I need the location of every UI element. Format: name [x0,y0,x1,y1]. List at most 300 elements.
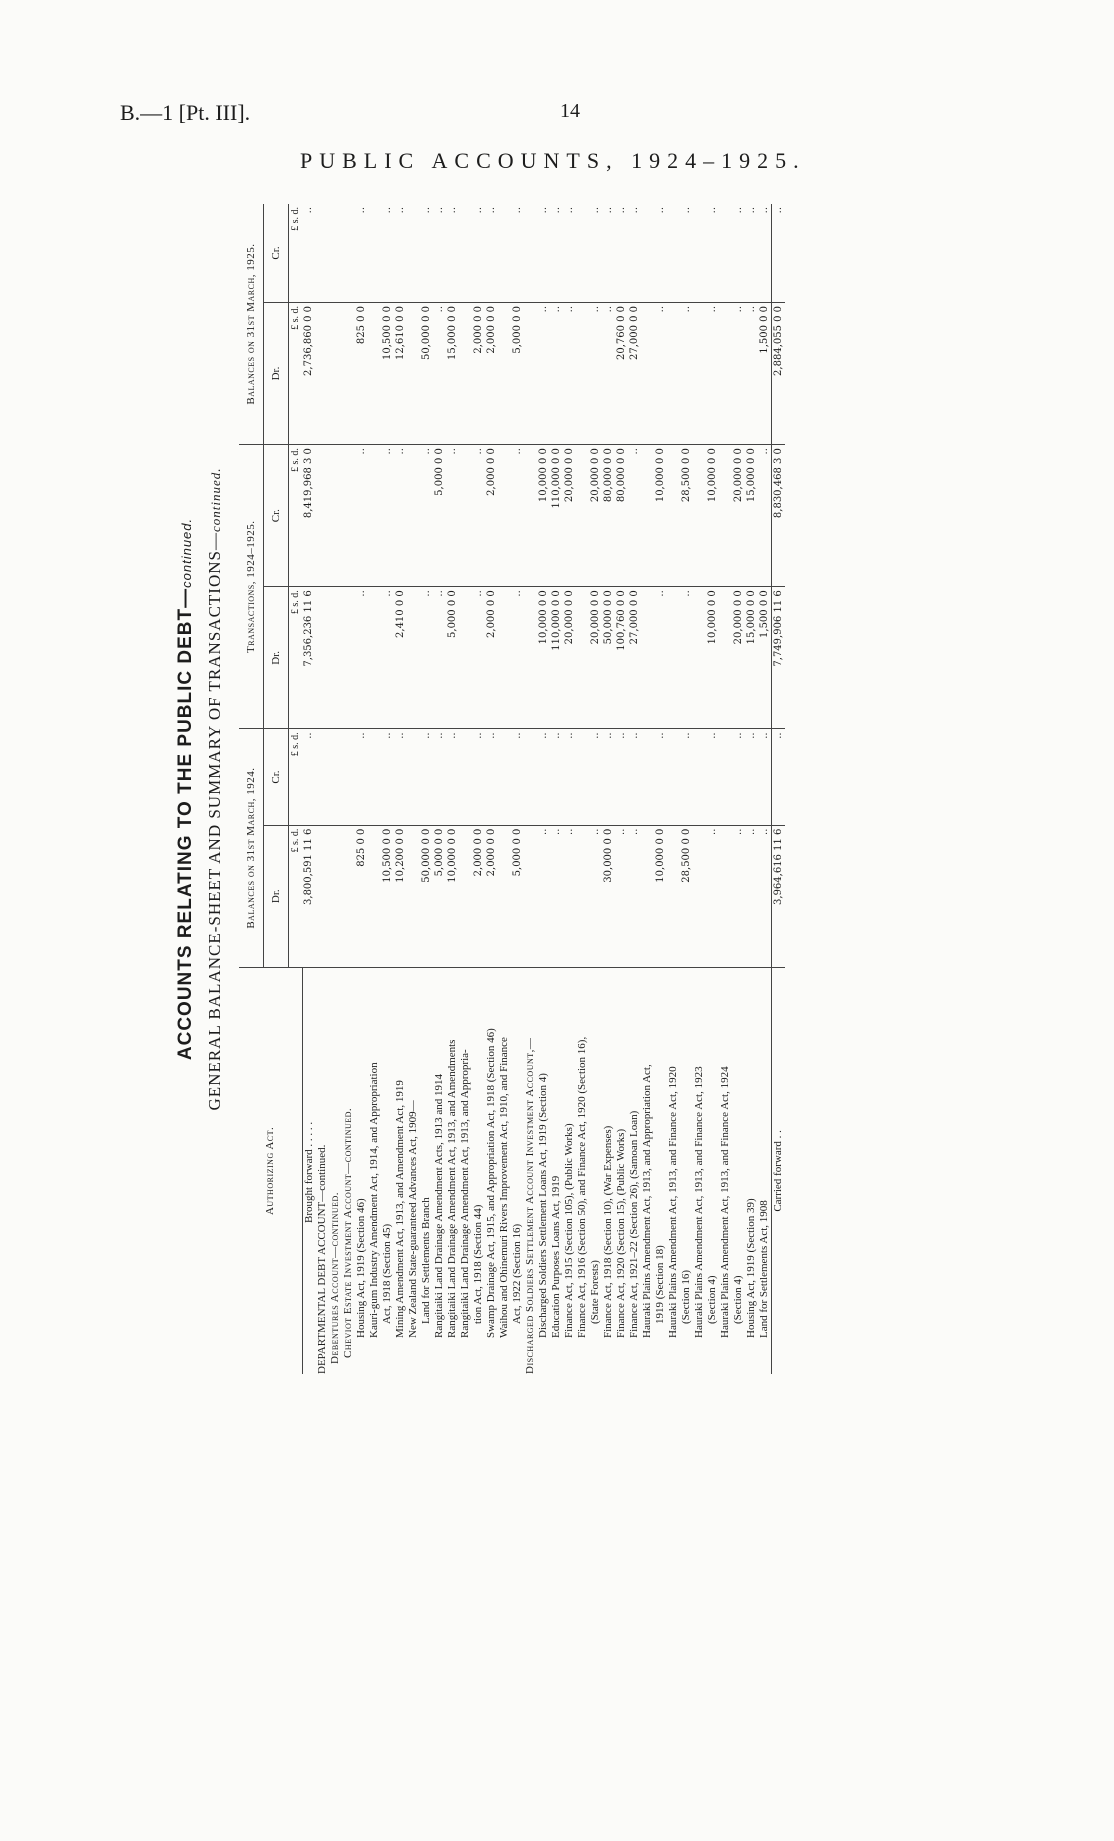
value-dr-1924: .. [537,828,549,835]
value-dr-1924: .. [758,828,770,835]
value-cr-1925: .. [563,204,576,302]
table-row [524,204,537,1374]
value-cr-trans: .. [758,445,772,587]
carried-dr-1925: 2,884,055 0 0 [771,302,785,444]
value-dr-1925 [342,302,355,444]
value-cr-1924: .. [381,729,394,825]
authorizing-act-cell: (Section 16) [680,967,693,1374]
table-row [732,204,745,1374]
authorizing-act-cell: Education Purposes Loans Act, 1919 [550,967,563,1374]
value-dr-1924 [667,825,680,967]
value-dr-1924 [693,825,706,967]
table-row [368,204,381,1374]
value-dr-1925 [524,302,537,444]
value-cr-1925 [576,204,589,302]
value-dr-1924 [498,825,511,967]
value-cr-1925: .. [550,204,563,302]
authorizing-act-cell: Debentures Account—continued. [329,967,342,1374]
units-dr-trans: £ s. d. [289,587,303,729]
authorizing-act-cell: Housing Act, 1919 (Section 39) [745,967,758,1374]
dr-1925-header: Dr. [264,302,289,444]
value-cr-1925: .. [420,204,433,302]
value-dr-1925: 10,500 0 0 [381,302,394,444]
value-dr-1924: 2,000 0 0 [485,828,497,877]
authorizing-act-cell: Finance Act, 1921–22 (Section 26), (Samoan Loan) [628,967,641,1374]
value-dr-1924 [641,825,654,967]
table-row [511,204,524,1374]
authorizing-act-cell: Waihou and Ohinemuri Rivers Improvement Act, 1910, and Finance [498,967,511,1374]
balance-sheet-table [239,204,785,1374]
authorizing-act-cell: Swamp Drainage Act, 1915, and Appropriation Act, 1918 (Section 46) [485,967,498,1374]
value-cr-1924: .. [615,729,628,825]
authorizing-act-cell: Finance Act, 1920 (Section 15), (Public Works) [615,967,628,1374]
document-title: PUBLIC ACCOUNTS, 1924–1925. [300,148,806,173]
page-number: 14 [560,100,580,122]
value-dr-1924 [719,825,732,967]
authorizing-act-cell: Discharged Soldiers Settlement Loans Act, 1919 (Section 4) [537,967,550,1374]
value-cr-1925: .. [433,204,446,302]
authorizing-act-cell: Act, 1922 (Section 16) [511,967,524,1374]
authorizing-act-cell: Hauraki Plains Amendment Act, 1913, and Finance Act, 1923 [693,967,706,1374]
authorizing-act-cell: tion Act, 1918 (Section 44) [472,967,485,1374]
value-cr-1924 [498,729,511,825]
value-dr-trans: 50,000 0 0 [602,587,615,729]
value-dr-1925: .. [563,302,576,444]
value-cr-1924: .. [654,729,667,825]
dr-1924-header: Dr. [264,825,289,967]
value-dr-trans: 10,000 0 0 [706,587,719,729]
value-cr-trans: 110,000 0 0 [550,445,563,587]
authorizing-act-cell: (State Forests) [589,967,602,1374]
value-dr-1924 [524,825,537,967]
value-cr-trans: .. [394,445,407,587]
table-row [758,204,772,1374]
table-row [433,204,446,1374]
table-title [175,204,197,1374]
value-cr-trans: 10,000 0 0 [706,445,719,587]
table-subtitle [205,204,225,1374]
value-dr-trans: 27,000 0 0 [628,587,641,729]
value-dr-1925 [576,302,589,444]
value-cr-1925 [498,204,511,302]
table-row [394,204,407,1374]
value-cr-1925 [524,204,537,302]
authorizing-act-cell: Rangitaiki Land Drainage Amendment Act, 1913, and Appropria- [459,967,472,1374]
value-dr-1924: 10,500 0 0 [381,828,393,883]
value-dr-1925 [667,302,680,444]
value-dr-trans: .. [355,587,368,729]
value-cr-trans: 8,419,968 3 0 [302,445,316,587]
value-dr-1925: .. [589,302,602,444]
value-cr-trans: 28,500 0 0 [680,445,693,587]
value-cr-trans [368,445,381,587]
table-row [576,204,589,1374]
table-row [680,204,693,1374]
value-dr-1925: 5,000 0 0 [511,302,524,444]
cr-1925-header: Cr. [264,204,289,302]
value-cr-trans: 80,000 0 0 [602,445,615,587]
value-cr-1924 [316,729,329,825]
value-dr-1925 [693,302,706,444]
value-cr-1925: .. [628,204,641,302]
value-dr-1924 [316,825,329,967]
balances-1925-header: Balances on 31st March, 1925. [239,204,264,445]
table-row [329,204,342,1374]
value-cr-1924: .. [706,729,719,825]
value-dr-1925 [459,302,472,444]
value-dr-1925: 50,000 0 0 [420,302,433,444]
authorizing-act-cell: Hauraki Plains Amendment Act, 1913, and Finance Act, 1924 [719,967,732,1374]
value-dr-trans: .. [381,587,394,729]
value-dr-1924 [329,825,342,967]
value-dr-trans: 15,000 0 0 [745,587,758,729]
table-row [316,204,329,1374]
value-dr-1924: 10,200 0 0 [394,828,406,883]
value-dr-trans [459,587,472,729]
table-row [537,204,550,1374]
value-cr-1925: .. [302,204,316,302]
value-cr-1924: .. [394,729,407,825]
value-cr-trans: .. [511,445,524,587]
value-cr-1924: .. [511,729,524,825]
value-dr-trans: .. [511,587,524,729]
value-dr-trans: 2,410 0 0 [394,587,407,729]
value-cr-1925: .. [654,204,667,302]
value-dr-trans [524,587,537,729]
value-cr-1924: .. [628,729,641,825]
table-row [407,204,420,1374]
value-cr-1924: .. [472,729,485,825]
value-cr-trans: .. [420,445,433,587]
table-row [563,204,576,1374]
table-row [381,204,394,1374]
value-dr-1925: 15,000 0 0 [446,302,459,444]
table-row [641,204,654,1374]
carried-cr-trans: 8,830,468 3 0 [771,445,785,587]
value-cr-trans: 10,000 0 0 [537,445,550,587]
value-cr-trans: 20,000 0 0 [732,445,745,587]
value-dr-1925 [719,302,732,444]
value-dr-1925: .. [706,302,719,444]
table-row [420,204,433,1374]
value-cr-1924: .. [602,729,615,825]
table-row [498,204,511,1374]
authorizing-act-cell: (Section 4) [706,967,719,1374]
value-cr-1924: .. [745,729,758,825]
value-cr-trans: .. [628,445,641,587]
table-row [654,204,667,1374]
value-cr-1925: .. [732,204,745,302]
carried-dr-1924: 3,964,616 11 6 [771,825,785,967]
units-dr-1924: £ s. d. [290,828,301,853]
value-dr-trans: 20,000 0 0 [563,587,576,729]
value-dr-1925: .. [654,302,667,444]
value-cr-1924 [459,729,472,825]
value-cr-trans: .. [446,445,459,587]
value-cr-trans: 80,000 0 0 [615,445,628,587]
units-cr-1924: £ s. d. [289,729,303,825]
value-dr-1925: .. [550,302,563,444]
value-dr-trans: 2,000 0 0 [485,587,498,729]
authorizing-act-cell: Hauraki Plains Amendment Act, 1913, and Appropriation Act, [641,967,654,1374]
value-dr-1924: .. [706,828,718,835]
authorizing-act-cell: New Zealand State-guaranteed Advances Act, 1909— [407,967,420,1374]
balances-1924-header: Balances on 31st March, 1924. [239,729,264,967]
value-cr-1925 [329,204,342,302]
value-dr-1924 [459,825,472,967]
value-dr-trans [641,587,654,729]
value-cr-1924: .. [563,729,576,825]
value-cr-1924 [342,729,355,825]
cr-trans-header: Cr. [264,445,289,587]
authorizing-act-cell: Cheviot Estate Investment Account—continued. [342,967,355,1374]
authorizing-act-cell: Land for Settlements Branch [420,967,433,1374]
value-cr-trans [329,445,342,587]
value-cr-1924 [641,729,654,825]
table-title-continued: continued. [179,517,194,588]
carried-dr-trans: 7,749,906 11 6 [771,587,785,729]
value-cr-1925: .. [706,204,719,302]
value-dr-1924: 3,800,591 11 6 [303,828,314,905]
value-cr-1925 [459,204,472,302]
value-cr-1925: .. [537,204,550,302]
value-cr-1925 [316,204,329,302]
value-dr-trans: 10,000 0 0 [537,587,550,729]
value-cr-1924: .. [302,729,316,825]
value-dr-1924 [407,825,420,967]
value-dr-1925 [641,302,654,444]
table-row [446,204,459,1374]
value-dr-1924: 5,000 0 0 [511,828,523,877]
table-row [550,204,563,1374]
value-dr-1925 [498,302,511,444]
table-row [355,204,368,1374]
value-dr-1924: 50,000 0 0 [420,828,432,883]
authorizing-act-cell: 1919 (Section 18) [654,967,667,1374]
value-dr-1925: 2,000 0 0 [485,302,498,444]
value-cr-trans [407,445,420,587]
value-cr-1924: .. [680,729,693,825]
authorizing-act-cell: Rangitaiki Land Drainage Amendment Act, 1913, and Amendments [446,967,459,1374]
value-dr-1924: 10,000 0 0 [654,828,666,883]
value-dr-1925: 27,000 0 0 [628,302,641,444]
value-dr-1924 [342,825,355,967]
value-dr-1924: 825 0 0 [355,828,367,867]
authorizing-act-cell: Act, 1918 (Section 45) [381,967,394,1374]
table-row [485,204,498,1374]
table-subtitle-continued: continued. [208,467,223,533]
value-cr-1924: .. [420,729,433,825]
dr-trans-header: Dr. [264,587,289,729]
table-row [342,204,355,1374]
value-dr-trans: 20,000 0 0 [589,587,602,729]
authorizing-act-cell: Hauraki Plains Amendment Act, 1913, and Finance Act, 1920 [667,967,680,1374]
authorizing-act-cell: Finance Act, 1915 (Section 105), (Public Works) [563,967,576,1374]
value-cr-1925: .. [589,204,602,302]
value-cr-1925 [368,204,381,302]
value-cr-trans [498,445,511,587]
authorizing-act-cell: Brought forward . . . . . [302,967,316,1374]
value-cr-trans: 20,000 0 0 [563,445,576,587]
value-cr-trans [316,445,329,587]
value-dr-trans: .. [420,587,433,729]
table-row [745,204,758,1374]
value-cr-1924 [667,729,680,825]
value-cr-trans: .. [472,445,485,587]
value-dr-trans [316,587,329,729]
value-cr-1925: .. [485,204,498,302]
table-footer [771,204,785,1374]
value-dr-trans [407,587,420,729]
value-cr-1924 [368,729,381,825]
value-dr-1925: .. [537,302,550,444]
value-dr-trans [342,587,355,729]
value-dr-1925: .. [433,302,446,444]
document-code: B.—1 [Pt. III]. [120,100,251,125]
table-row [667,204,680,1374]
value-dr-1924: .. [732,828,744,835]
value-dr-trans: 1,500 0 0 [758,587,772,729]
value-dr-1925: .. [680,302,693,444]
value-dr-1924: 2,000 0 0 [472,828,484,877]
rotated-table-container [175,204,1055,1374]
value-cr-trans [693,445,706,587]
value-dr-trans: 110,000 0 0 [550,587,563,729]
value-dr-1924: 10,000 0 0 [446,828,458,883]
value-cr-trans: .. [381,445,394,587]
value-dr-trans [693,587,706,729]
value-cr-1925: .. [394,204,407,302]
value-dr-trans [368,587,381,729]
value-cr-1924: .. [537,729,550,825]
table-row [719,204,732,1374]
value-cr-trans [641,445,654,587]
value-cr-1925 [641,204,654,302]
value-cr-1925 [342,204,355,302]
value-cr-1924: .. [589,729,602,825]
value-cr-trans [342,445,355,587]
value-dr-1924 [368,825,381,967]
value-cr-1925: .. [381,204,394,302]
value-dr-1924: .. [550,828,562,835]
value-cr-1925: .. [758,204,772,302]
value-dr-1925: 2,736,860 0 0 [302,302,316,444]
authorizing-act-cell: DEPARTMENTAL DEBT ACCOUNT—continued. [316,967,329,1374]
value-dr-1925: .. [732,302,745,444]
value-cr-1925 [693,204,706,302]
value-dr-trans: 100,760 0 0 [615,587,628,729]
value-cr-1925: .. [472,204,485,302]
value-cr-1924 [407,729,420,825]
value-cr-trans: 2,000 0 0 [485,445,498,587]
authorizing-act-cell: Finance Act, 1916 (Section 50), and Finance Act, 1920 (Section 16), [576,967,589,1374]
value-cr-1924: .. [433,729,446,825]
authorizing-act-cell: Finance Act, 1918 (Section 10), (War Expenses) [602,967,615,1374]
value-dr-1925 [329,302,342,444]
value-dr-1925 [368,302,381,444]
table-row [602,204,615,1374]
value-cr-trans [576,445,589,587]
value-dr-trans: .. [680,587,693,729]
value-cr-trans: 5,000 0 0 [433,445,446,587]
value-cr-1924 [524,729,537,825]
value-cr-1924: .. [758,729,772,825]
carried-forward-row [771,204,785,1374]
value-dr-1924: .. [615,828,627,835]
value-dr-1925: 12,610 0 0 [394,302,407,444]
units-cr-trans: £ s. d. [289,445,303,587]
value-cr-trans [719,445,732,587]
value-dr-1924 [576,825,589,967]
value-cr-trans: 10,000 0 0 [654,445,667,587]
value-cr-trans [459,445,472,587]
authorizing-act-cell: (Section 4) [732,967,745,1374]
value-cr-1924: .. [485,729,498,825]
table-subtitle-text: GENERAL BALANCE-SHEET AND SUMMARY OF TRANSACTIONS— [205,532,224,1111]
carried-forward-label: Carried forward . . [771,967,785,1374]
value-dr-trans [667,587,680,729]
authorizing-act-cell: Housing Act, 1919 (Section 46) [355,967,368,1374]
value-dr-1924: 5,000 0 0 [433,828,445,877]
value-dr-trans [576,587,589,729]
value-cr-1924: .. [355,729,368,825]
value-dr-trans [329,587,342,729]
value-cr-1924 [329,729,342,825]
carried-cr-1925: .. [771,204,785,302]
cr-1924-header: Cr. [264,729,289,825]
value-cr-1925 [407,204,420,302]
value-dr-trans: 5,000 0 0 [446,587,459,729]
value-dr-trans [498,587,511,729]
table-body [302,204,771,1374]
value-dr-trans: .. [433,587,446,729]
value-dr-1925: .. [745,302,758,444]
table-row [615,204,628,1374]
authorizing-act-cell: Discharged Soldiers Settlement Account Investment Account,— [524,967,537,1374]
value-dr-1925: .. [602,302,615,444]
value-dr-trans: 7,356,236 11 6 [302,587,316,729]
authorizing-act-cell: Rangitaiki Land Drainage Amendment Acts, 1913 and 1914 [433,967,446,1374]
table-row [302,204,316,1374]
value-cr-trans: 15,000 0 0 [745,445,758,587]
value-cr-1925 [667,204,680,302]
value-cr-1925: .. [511,204,524,302]
value-cr-1924: .. [732,729,745,825]
units-cr-1925: £ s. d. [289,204,303,302]
value-dr-1924: .. [589,828,601,835]
table-row [693,204,706,1374]
value-dr-trans: .. [472,587,485,729]
value-cr-1924 [693,729,706,825]
table-row [706,204,719,1374]
value-cr-trans: 20,000 0 0 [589,445,602,587]
value-dr-1925 [316,302,329,444]
value-cr-trans [524,445,537,587]
value-dr-trans: .. [654,587,667,729]
value-dr-1924: .. [563,828,575,835]
value-cr-trans: .. [355,445,368,587]
value-dr-1925 [407,302,420,444]
table-row [459,204,472,1374]
value-dr-1925: 2,000 0 0 [472,302,485,444]
table-title-text: ACCOUNTS RELATING TO THE PUBLIC DEBT— [175,587,196,1061]
value-dr-trans [719,587,732,729]
table-row [628,204,641,1374]
authorizing-act-cell: Kauri-gum Industry Amendment Act, 1914, and Appropriation [368,967,381,1374]
value-cr-1925 [719,204,732,302]
value-cr-1924: .. [446,729,459,825]
value-dr-trans: 20,000 0 0 [732,587,745,729]
